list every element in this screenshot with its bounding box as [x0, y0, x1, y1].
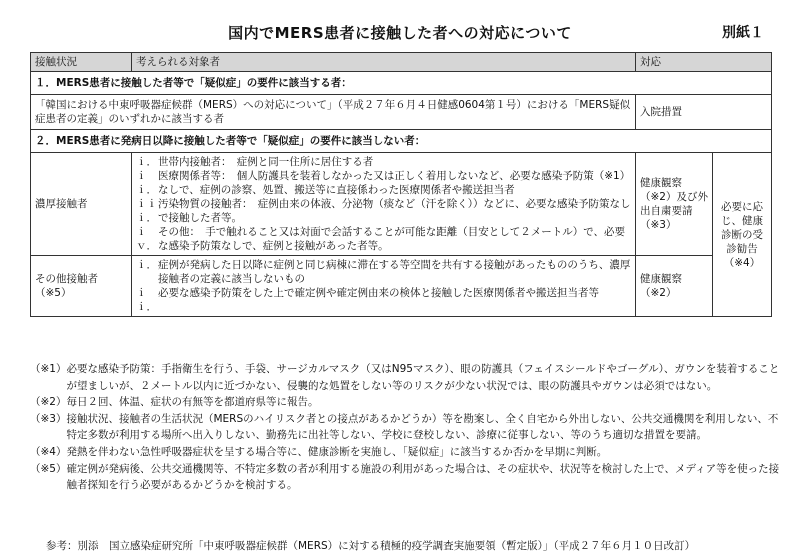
close-contact-items: [132, 153, 636, 256]
footnote: （※5） 確定例が発病後、公共交通機関等、不特定多数の者が利用する施設の利用があった場合は、その症状や、状況等を検討した上で、メディア等を使った接触者探知を行う必要があるかどうかを検討する。: [30, 462, 780, 492]
footnote: （※3） 接触状況、接触者の生活状況（MERSのハイリスク者との接点があるかどうか）等を勘案し、全く自宅から外出しない、公共交通機関を利用しない、不特定多数が利用する場所へ出入りしない、勤務先に出社等しない、学校に登校しない、診療に従事しない、等のうち適切な措置を要請。: [30, 412, 779, 442]
section2-heading: ２．MERS患者に発病日以降に接触した者等で「疑似症」の要件に該当しない者：: [31, 130, 772, 153]
footnote: （※2） 毎日２回、体温、症状の有無等を都道府県等に報告。: [30, 396, 319, 409]
page-title: 国内でMERS患者に接触した者への対応について: [228, 24, 572, 42]
other-contact-label: その他接触者（※5）: [31, 256, 132, 317]
other-contact-items: [132, 256, 636, 317]
reference-note: 参考：別添 国立感染症研究所「中東呼吸器症候群（MERS）に対する積極的疫学調査実施要領（暫定版）」（平成２７年６月１０日改訂）: [46, 540, 696, 552]
other-contact-row: [31, 256, 772, 317]
section1-heading: １．MERS患者に接触した者等で「疑似症」の要件に該当する者：: [31, 72, 772, 95]
list-item: ｉｖ． その他： 手で触れること又は対面で会話することが可能な距離（目安として２メートル）で、必要な感染予防策なしで、症例と接触があった者等。: [136, 226, 626, 252]
list-item: ｉｉｉ． 汚染物質の接触者： 症例由来の体液、分泌物（痰など（汗を除く））などに、必要な感染予防策なしで接触した者等。: [136, 198, 631, 224]
annex-label: 別紙１: [722, 25, 764, 41]
section1-response: 入院措置: [636, 95, 772, 130]
section1-heading-row: [31, 72, 772, 95]
footnotes: [30, 361, 780, 494]
list-item: ｉｉ． 医療関係者等： 個人防護具を装着しなかった又は正しく着用しないなど、必要な感染予防策（※1）なしで、症例の診察、処置、搬送等に直接係わった医療関係者や搬送担当者: [136, 170, 631, 196]
header-contact-status: 接触状況: [31, 53, 132, 72]
health-check-recommendation: 必要に応じ、健康診断の受診勧告（※4）: [713, 153, 772, 317]
section2-heading-row: [31, 130, 772, 153]
list-item: ｉ． 世帯内接触者： 症例と同一住所に居住する者: [136, 156, 374, 168]
header-response: 対応: [636, 53, 772, 72]
close-contact-row: [31, 153, 772, 256]
section1-row: [31, 95, 772, 130]
header-target-persons: 考えられる対象者: [132, 53, 636, 72]
footnote: （※4） 発熱を伴わない急性呼吸器症状を呈する場合等に、健康診断を実施し、「疑似症」に該当するか否かを早期に判断。: [30, 445, 608, 458]
footnote: （※1） 必要な感染予防策：手指衛生を行う、手袋、サージカルマスク（又はN95マスク）、眼の防護具（フェイスシールドやゴーグル）、ガウンを装着することが望ましいが、２メートル以内に近づかない、侵襲的な処置をしない等のリスクが少ない状況では、眼の防護具やガウンは必須ではない。: [30, 363, 780, 392]
other-contact-response: 健康観察（※2）: [636, 256, 713, 317]
list-item: ｉ． 症例が発病した日以降に症例と同じ病棟に滞在する等空間を共有する接触があったもののうち、濃厚接触者の定義に該当しないもの: [136, 259, 631, 285]
close-contact-label: 濃厚接触者: [31, 153, 132, 256]
table-header-row: [31, 53, 772, 72]
list-item: ｉｉ． 必要な感染予防策をした上で確定例や確定例由来の検体と接触した医療関係者や搬送担当者等: [136, 287, 599, 313]
contact-response-table: [30, 52, 772, 317]
section1-text: 「韓国における中東呼吸器症候群（MERS）への対応について」（平成２７年６月４日健感0604第１号）における「MERS疑似症患者の定義」のいずれかに該当する者: [31, 95, 636, 130]
close-contact-response: 健康観察（※2）及び外出自粛要請（※3）: [636, 153, 713, 256]
